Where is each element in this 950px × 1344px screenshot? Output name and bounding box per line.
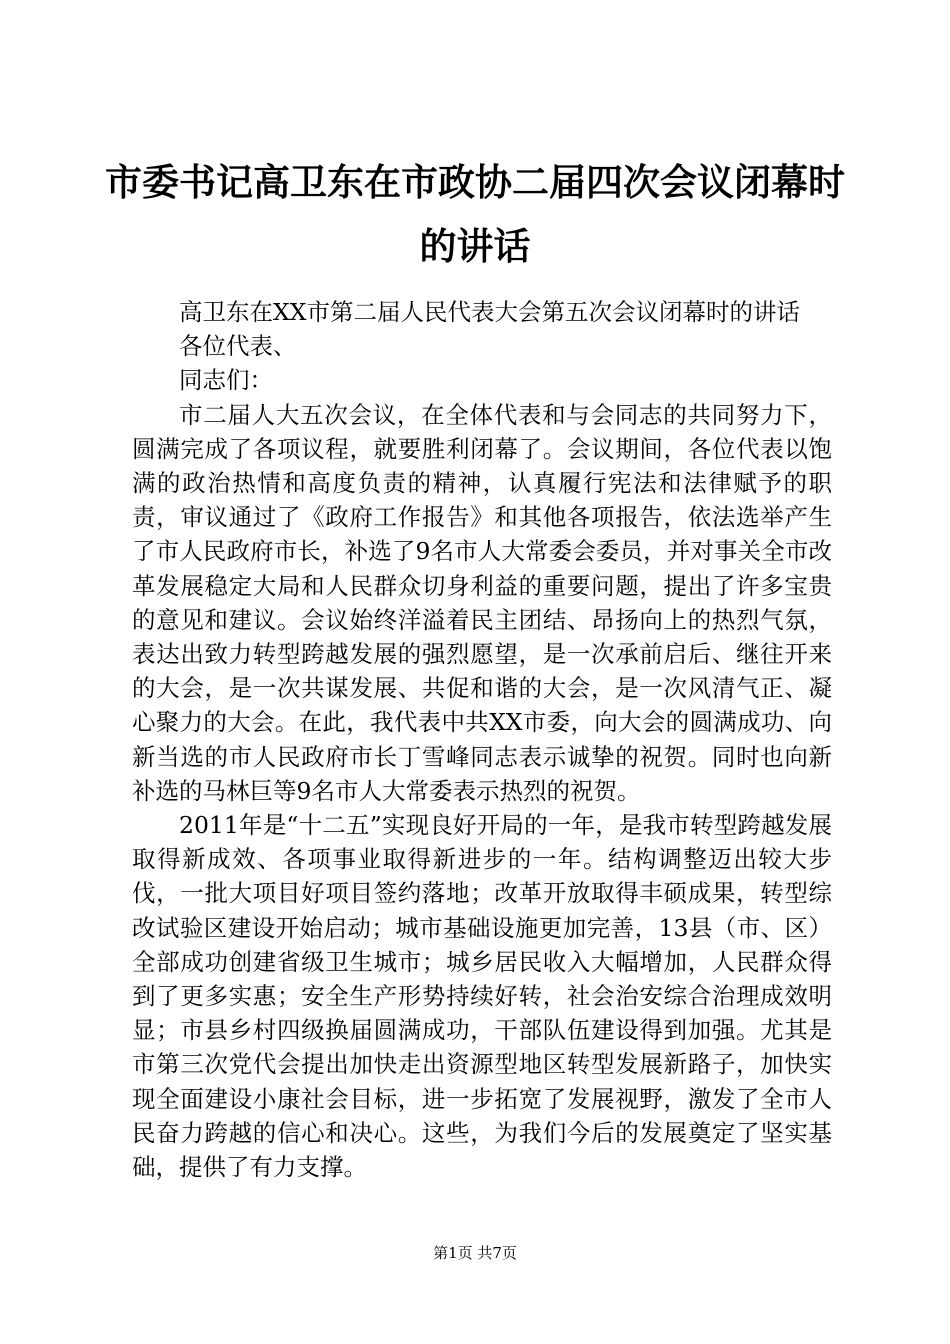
document-body	[132, 295, 832, 1184]
page-number-footer: 第1页 共7页	[433, 1244, 517, 1262]
salutation-comrades: 同志们：	[179, 366, 273, 395]
subtitle-paragraph: 高卫东在XX市第二届人民代表大会第五次会议闭幕时的讲话	[179, 298, 800, 326]
body-paragraph: 2011年是“十二五”实现良好开局的一年，是我市转型跨越发展取得新成效、各项事业取得新进步的一年。结构调整迈出较大步伐，一批大项目好项目签约落地；改革开放取得丰硕成果，转型综改试验区建设开始启动；城市基础设施更加完善，13县（市、区）全部成功创建省级卫生城市；城乡居民收入大幅增加，人民群众得到了更多实惠；安全生产形势持续好转，社会治安综合治理成效明显；市县乡村四级换届圆满成功，干部队伍建设得到加强。尤其是市第三次党代会提出加快走出资源型地区转型发展新路子，加快实现全面建设小康社会目标，进一步拓宽了发展视野，激发了全市人民奋力跨越的信心和决心。这些，为我们今后的发展奠定了坚实基础，提供了有力支撑。	[132, 811, 832, 1182]
salutation-delegates: 各位代表、	[179, 332, 297, 361]
body-paragraph: 市二届人大五次会议，在全体代表和与会同志的共同努力下，圆满完成了各项议程，就要胜利闭幕了。会议期间，各位代表以饱满的政治热情和高度负责的精神，认真履行宪法和法律赋予的职责，审议通过了《政府工作报告》和其他各项报告，依法选举产生了市人民政府市长，补选了9名市人大常委会委员，并对事关全市改革发展稳定大局和人民群众切身利益的重要问题，提出了许多宝贵的意见和建议。会议始终洋溢着民主团结、昂扬向上的热烈气氛，表达出致力转型跨越发展的强烈愿望，是一次承前启后、继往开来的大会，是一次共谋发展、共促和谐的大会，是一次风清气正、凝心聚力的大会。在此，我代表中共XX市委，向大会的圆满成功、向新当选的市人民政府市长丁雪峰同志表示诚挚的祝贺。同时也向新补选的马林巨等9名市人大常委表示热烈的祝贺。	[132, 400, 832, 805]
document-title: 市委书记高卫东在市政协二届四次会议闭幕时的讲话	[105, 160, 845, 268]
